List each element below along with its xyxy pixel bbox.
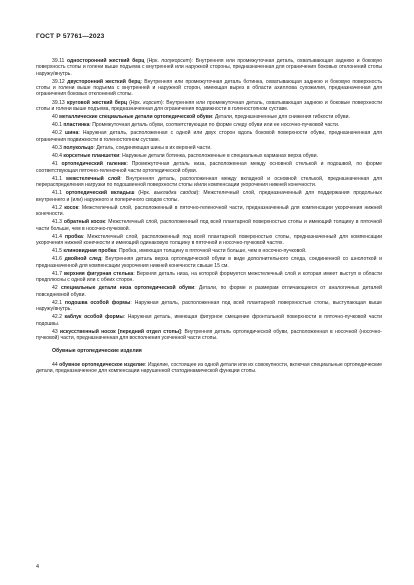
definition-text: : Наружная деталь, расположенная под всей плантарной поверхностью стопы, выступающая выше наружу/внутрь. [36,299,382,313]
definition-text: : Промежуточная деталь обуви, соответствующая по форме следу обуви или ее носочно-пучковой части. [89,122,340,129]
clause-number: 42.1 [52,299,62,306]
clause-number: 42.2 [52,314,62,321]
definition-paragraph: 41.1 ортопедический вкладыш (Нрк. выкладка сводов): Межстелечный слой, предназначенный для поддержания продольных внутреннего и (или) наружного и поперечного сводов стопы. [36,190,382,203]
definition-text: : Наружные детали ботинка, расположенные в специальных карманах верха обуви. [119,153,318,160]
definition-paragraph [36,153,382,159]
clause-number: 39.11 [52,58,65,64]
term: косок [64,204,79,211]
term: ортопедический галеник [61,161,127,168]
definition-paragraph [36,219,382,232]
clause-number: 40.1 [52,122,62,129]
definition-paragraph [36,114,382,120]
clause-number: 40.4 [52,153,62,160]
definition-text: : Детали, предназначенные для снижения гибкости обуви. [211,114,350,121]
definition-paragraph [36,176,382,189]
synonym-prefix: Нрк. [148,58,162,64]
definition-text: : Внутренняя или промежуточная деталь, охватывающая заднюю и боковые поверхности стопы и голени выше подъема, предназначенная для ограничения подвижности в голеностопном суставе. [36,99,383,112]
document-body [36,58,382,376]
definition-text: : Пробка, имеющая толщину в пяточной части больше, чем в носочно-пучковой. [116,248,307,255]
definition-paragraph [36,79,382,98]
definition-paragraph [36,314,382,327]
definition-text: : Внутренняя деталь, расположенная между вкладной и основной стелькой, предназначенная для перераспределения нагрузки по подошвенной поверхности стопы и/или компенсации укорочения нижней конечности. [36,175,382,189]
definition-paragraph [36,300,382,313]
definition-text: : Детали, по форме и размерам отличающиеся от аналогичных деталей повседневной обуви. [36,285,382,298]
definition-paragraph: 39.11 одностoронний жесткий берц (Нрк. полукорсет): Внутренняя или промежуточная деталь, охватывающая заднюю и боковую поверхность стопы и голени выше подъема с внутренней или наружной стороны, предназначенная для ограничения боковых отклонений стопы наружу/внутрь. [36,58,382,77]
clause-number: 41.7 [52,270,62,277]
term: клиновидная пробка [63,248,117,255]
definition-paragraph [36,205,382,218]
clause-number: 41.2 [52,204,62,211]
clause-number: 41.5 [52,248,62,255]
definition-text: : Внутренняя или промежуточная деталь, охватывающая заднюю и боковую поверхность стопы и голени выше подъема с внутренней или наружной стороны, предназначенная для ограничения боковых отклонений стопы наружу/внутрь. [36,58,382,77]
clause-number: 44 [52,361,58,368]
term: обувное ортопедическое изделие [59,361,145,368]
definition-paragraph [36,248,382,254]
term: верхняя фигурная стелька [63,270,134,277]
term: специальные детали низа ортопедической обуви [60,285,195,292]
clause-number: 42 [52,285,58,292]
synonym: выкладка сводов [153,190,197,197]
clause-number: 41.4 [52,233,62,240]
definition-text: : Внутренняя деталь ортопедической обуви, расположенная в носочной (носочно-пучковой) части, предназначенная для восполнения усеченной части стопы. [36,328,382,342]
clause-number: 43 [52,328,58,335]
definition-paragraph [36,285,382,298]
definition-text: : Промежуточная деталь низа, расположенная между основной стелькой и подошвой, по форме соответствующая пяточно-геленочной части ортопедической обуви. [36,161,382,174]
definition-paragraph [36,130,382,143]
definition-paragraph [36,362,382,375]
term: подошва особой формы [64,299,131,306]
clause-number: 41.1 [52,175,62,182]
clause-number: 40.3 [52,144,62,151]
term: ортопедический вкладыш [65,190,135,197]
synonym-prefix: Нрк. [130,99,144,106]
clause-number: 41.3 [52,219,62,226]
definition-paragraph: 39.13 круговой жесткий берц (Нрк. корсет): Внутренняя или промежуточная деталь, охватывающая заднюю и боковые поверхности стопы и голени выше подъема, предназначенная для ограничения подвижности в голеностопном суставе. [36,99,383,112]
clause-number: 40 [52,114,58,121]
definition-text: : Внутренняя или промежуточная деталь ботинка, охватывающая заднюю и боковую поверхность стопы и голени выше подъема с внутренней и наружной сторон, имеющая вырез в области ахиллова сухожилия, предназначенная для ограничения боковых отклонений стопы. [36,78,382,98]
term: пластинка [63,122,90,129]
definition-text: : Внутренняя деталь верха ортопедической обуви в виде дополнительного следа, соединенной со шнолоткой и предназначенной для компенсации укорочения нижней конечности свыше 15 см. [36,256,382,269]
clause-number: 41.6 [52,256,62,263]
term: корсетные планшетки [63,153,120,160]
clause-number: 39.13 [52,99,65,106]
term: двусторонний жесткий берц [67,78,141,85]
clause-number: 39.12 [52,78,65,85]
section-subheading: Обувные ортопедические изделия [52,348,142,355]
clause-number: 40.2 [52,130,62,137]
term: межстелечный слой [66,175,121,182]
term: пробка [64,233,83,240]
definition-paragraph [36,145,382,151]
definition-paragraph [36,271,382,284]
definition-paragraph [36,234,382,247]
definition-paragraph [36,329,382,342]
term: двойной след [64,256,102,263]
definition-text: : Наружная деталь, имеющая фигурное смещение фронтальной поверхности в пяточно-пучковой части подошвы. [36,314,382,327]
definition-text: : Наружная деталь, расположенная с одной или двух сторон вдоль боковой поверхности обуви, предназначенная для ограничения подвижности в голеностопном суставе. [36,130,382,143]
synonym-prefix: Нрк. [139,190,154,197]
definition-text: : Межстелечный слой, предназначенный для поддержания продольных внутреннего и (или) наружного и поперечного сводов стопы. [36,190,382,203]
term: каблук особой формы [64,314,124,321]
term: одностoронний жесткий берц [66,58,145,64]
term: полукольцо [63,144,94,151]
clause-number: 41 [52,161,58,168]
definition-text: : Деталь, соединяющая шины в их верхней части. [93,144,212,151]
definition-paragraph [36,122,382,128]
term: обратный косок [63,219,105,226]
definition-paragraph [36,256,382,269]
definition-text: : Межстелечный слой, расположенный под всей плантарной поверхностью стопы и имеющий толщину в пяточной части больше, чем в носочно-пучковой. [36,219,382,232]
term: искусственный носок [передний отдел стопы] [59,328,181,335]
clause-number: 41.1 [52,190,62,197]
definition-text: : Верхняя деталь низа, на которой формуется межстелечный слой и которая имеет выступ в области предплюсны с одной или с обеих сторон. [36,270,382,284]
term: круговой жесткий берц [66,99,127,106]
definition-text: : Изделие, состоящее из одной детали или их совокупности, включая специальные ортопедические детали, предназначенное для компенсации нарушенной статодинамической функции стопы. [36,361,383,374]
definition-text: : Межстелечный слой, расположенный в пяточно-геленочной части, предназначенный для компенсации укорочения нижней конечности. [36,204,383,218]
definition-paragraph [36,161,382,174]
page-number: 4 [36,564,39,570]
term: металлические специальные детали ортопедической обуви [59,114,212,121]
standard-header: ГОСТ Р 57761—2023 [36,33,105,40]
synonym: корсет [143,99,161,106]
synonym: полукорсет [161,58,190,64]
term: шина [65,130,79,137]
definition-text: : Межстелечный слой, расположенный под всей плантарной поверхностью стопы, предназначенный для компенсации укорочения нижней конечности и имеющий одинаковую толщину в пяточной и носочно-пучковой частях. [36,233,382,246]
